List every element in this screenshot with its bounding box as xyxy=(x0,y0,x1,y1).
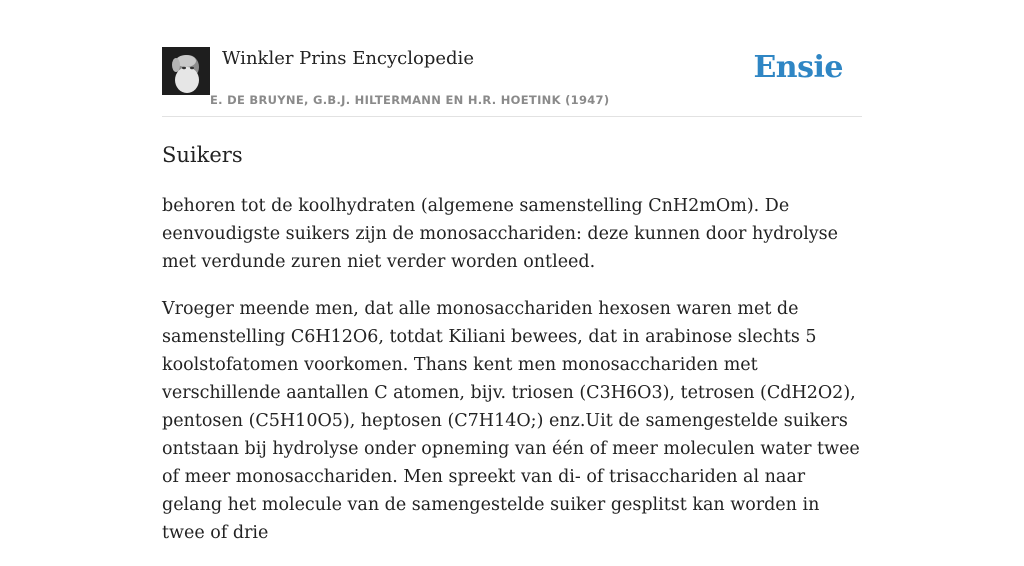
author-avatar[interactable] xyxy=(162,47,210,95)
portrait-icon xyxy=(162,47,210,95)
article-body xyxy=(162,192,862,566)
ensie-logo[interactable]: Ensie xyxy=(753,50,843,85)
source-authors: E. DE BRUYNE, G.B.J. HILTERMANN EN H.R. HOETINK (1947) xyxy=(210,93,610,107)
article-title: Suikers xyxy=(162,143,243,167)
source-header xyxy=(162,46,862,117)
source-title[interactable]: Winkler Prins Encyclopedie xyxy=(222,48,474,69)
article-paragraph: Vroeger meende men, dat alle monosacchariden hexosen waren met de samenstelling C6H12O6, totdat Kiliani bewees, dat in arabinose slechts 5 koolstofatomen voorkomen. Thans kent men monosacchariden met verschillende aantallen C atomen, bijv. triosen (C3H6O3), tetrosen (CdH2O2), pentosen (C5H10O5), heptosen (C7H14O;) enz.Uit de samengestelde suikers ontstaan bij hydrolyse onder opneming van één of meer moleculen water twee of meer monosacchariden. Men spreekt van di- of trisacchariden al naar gelang het molecule van de samengestelde suiker gesplitst kan worden in twee of drie xyxy=(162,299,860,543)
article-paragraph: behoren tot de koolhydraten (algemene samenstelling CnH2mOm). De eenvoudigste suikers zijn de monosacchariden: deze kunnen door hydrolyse met verdunde zuren niet verder worden ontleed. xyxy=(162,196,839,272)
